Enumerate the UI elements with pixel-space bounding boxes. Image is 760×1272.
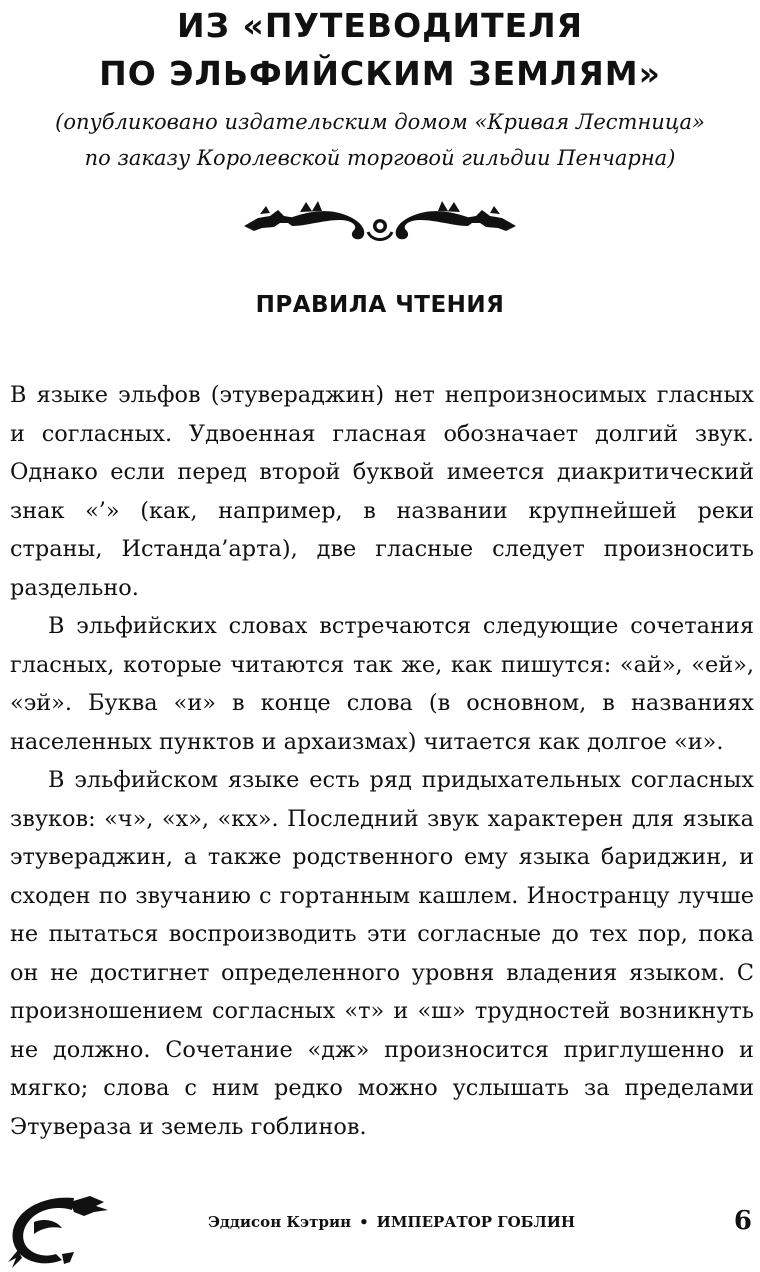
title-line-2: ПО ЭЛЬФИЙСКИМ ЗЕМЛЯМ» bbox=[99, 54, 661, 93]
body-text bbox=[10, 376, 754, 1146]
footer-author: Эддисон Кэтрин bbox=[208, 1213, 352, 1231]
footer-separator: • bbox=[359, 1213, 369, 1231]
paragraph-3: В эльфийском языке есть ряд придыхательных согласных звуков: «ч», «х», «кх». Последний звук характерен для языка этувераджин, а также родственного ему языка бариджин, и сходен по звучанию с гортанным кашлем. Иностранцу лучше не пытаться воспроизводить эти согласные до тех пор, пока он не достигнет определенного уровня владения языком. С произношением согласных «т» и «ш» трудностей возникнуть не должно. Сочетание «дж» произносится приглушенно и мягко; слова с ним редко можно услышать за пределами Этувераза и земель гоблинов. bbox=[10, 767, 754, 1140]
footer-book-title: ИМПЕРАТОР ГОБЛИН bbox=[376, 1213, 576, 1231]
subtitle-line-2: по заказу Королевской торговой гильдии Пенчарна) bbox=[84, 146, 676, 170]
page-number: 6 bbox=[733, 1206, 752, 1236]
page-title bbox=[0, 2, 760, 98]
dragon-icon bbox=[4, 1192, 114, 1272]
paragraph-2: В эльфийских словах встречаются следующие сочетания гласных, которые читаются так же, как пишутся: «ай», «ей», «эй». Буква «и» в конце слова (в основном, в названиях населенных пунктов и архаизмах) читается как долгое «и». bbox=[10, 613, 754, 755]
title-line-1: ИЗ «ПУТЕВОДИТЕЛЯ bbox=[176, 6, 584, 45]
dragon-ornament-icon bbox=[240, 196, 520, 246]
subtitle-line-1: (опубликовано издательским домом «Кривая Лестница» bbox=[55, 110, 705, 134]
section-heading: ПРАВИЛА ЧТЕНИЯ bbox=[255, 292, 505, 318]
paragraph-1: В языке эльфов (этувераджин) нет непроизносимых гласных и согласных. Удвоенная гласная обозначает долгий звук. Однако если перед второй буквой имеется диакритический знак «’» (как, например, в названии крупнейшей реки страны, Истанда’арта), две гласные следует произносить раздельно. bbox=[10, 382, 754, 601]
page-subtitle bbox=[0, 104, 760, 176]
running-footer bbox=[208, 1212, 575, 1232]
